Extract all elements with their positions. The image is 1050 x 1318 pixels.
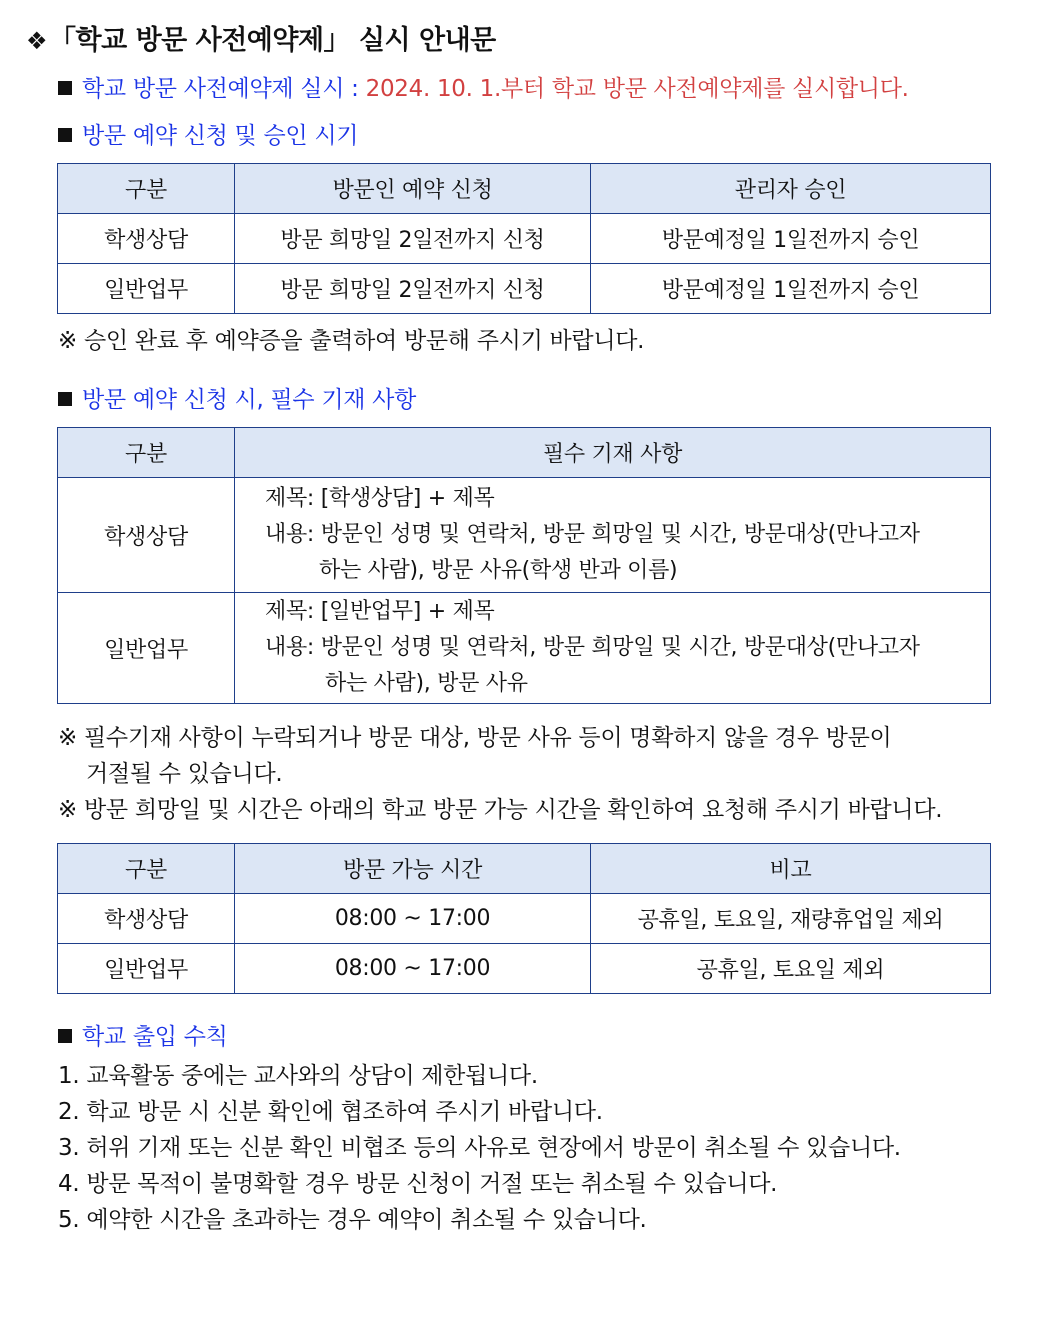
table-cell: 공휴일, 토요일 제외 xyxy=(591,944,991,994)
required-note-cont: 거절될 수 있습니다. xyxy=(86,761,283,787)
list-item: 3. 허위 기재 또는 신분 확인 비협조 등의 사유로 현장에서 방문이 취소될 수 있습니다. xyxy=(58,1135,901,1161)
table-cell: 08:00 ~ 17:00 xyxy=(235,894,591,944)
section-heading-approval xyxy=(58,117,358,150)
table-header-row xyxy=(58,844,991,894)
header-cell: 구분 xyxy=(58,164,235,214)
header-cell: 필수 기재 사항 xyxy=(235,428,991,478)
square-bullet-icon xyxy=(58,128,72,142)
required-note-line: ※ 필수기재 사항이 누락되거나 방문 대상, 방문 사유 등이 명확하지 않을 경우 방문이 xyxy=(58,725,892,751)
table-cell: 학생상담 xyxy=(58,894,235,944)
section-heading-text: 방문 예약 신청 시, 필수 기재 사항 xyxy=(82,387,417,413)
table-row xyxy=(58,593,991,704)
section-heading-text: 방문 예약 신청 및 승인 시기 xyxy=(82,123,359,149)
required-content-line: 내용: 방문인 성명 및 연락처, 방문 희망일 및 시간, 방문대상(만나고자 xyxy=(265,522,920,547)
approval-table xyxy=(57,163,991,314)
required-content-cont: 하는 사람), 방문 사유(학생 반과 이름) xyxy=(319,558,678,583)
header-cell: 관리자 승인 xyxy=(591,164,991,214)
square-bullet-icon xyxy=(58,81,72,95)
table-cell: 학생상담 xyxy=(58,214,235,264)
required-title-line: 제목: [일반업무] + 제목 xyxy=(265,599,495,624)
section-heading-text: 학교 출입 수칙 xyxy=(82,1024,228,1050)
required-title-line: 제목: [학생상담] + 제목 xyxy=(265,486,495,511)
required-note xyxy=(58,720,942,828)
diamond-bullet-icon: ❖ xyxy=(26,27,48,55)
required-items-cell xyxy=(235,593,991,704)
table-cell: 공휴일, 토요일, 재량휴업일 제외 xyxy=(591,894,991,944)
header-cell: 구분 xyxy=(58,428,235,478)
table-cell: 일반업무 xyxy=(58,593,235,704)
required-items-cell xyxy=(235,478,991,593)
header-cell: 비고 xyxy=(591,844,991,894)
required-items-table xyxy=(57,427,991,704)
page-title xyxy=(26,18,496,57)
table-header-row xyxy=(58,164,991,214)
intro-label: 학교 방문 사전예약제 실시 : xyxy=(82,76,359,102)
visit-hours-table xyxy=(57,843,991,994)
required-content-cont: 하는 사람), 방문 사유 xyxy=(325,671,528,696)
table-cell: 방문 희망일 2일전까지 신청 xyxy=(235,264,591,314)
table-cell: 일반업무 xyxy=(58,264,235,314)
list-item: 5. 예약한 시간을 초과하는 경우 예약이 취소될 수 있습니다. xyxy=(58,1207,647,1233)
square-bullet-icon xyxy=(58,1029,72,1043)
table-row xyxy=(58,478,991,593)
section-heading-required xyxy=(58,381,416,414)
table-row xyxy=(58,214,991,264)
table-cell: 08:00 ~ 17:00 xyxy=(235,944,591,994)
header-cell: 방문인 예약 신청 xyxy=(235,164,591,214)
header-cell: 구분 xyxy=(58,844,235,894)
table-cell: 일반업무 xyxy=(58,944,235,994)
section-heading-rules xyxy=(58,1018,228,1051)
table-row xyxy=(58,944,991,994)
entry-rules-list xyxy=(58,1058,901,1238)
header-cell: 방문 가능 시간 xyxy=(235,844,591,894)
list-item: 1. 교육활동 중에는 교사와의 상담이 제한됩니다. xyxy=(58,1063,538,1089)
list-item: 4. 방문 목적이 불명확할 경우 방문 신청이 거절 또는 취소될 수 있습니다. xyxy=(58,1171,778,1197)
page-title-text: 「학교 방문 사전예약제」 실시 안내문 xyxy=(49,25,496,56)
required-content-line: 내용: 방문인 성명 및 연락처, 방문 희망일 및 시간, 방문대상(만나고자 xyxy=(265,635,920,660)
intro-line xyxy=(58,70,909,103)
table-row xyxy=(58,264,991,314)
table-header-row xyxy=(58,428,991,478)
square-bullet-icon xyxy=(58,392,72,406)
approval-note: ※ 승인 완료 후 예약증을 출력하여 방문해 주시기 바랍니다. xyxy=(58,328,645,354)
table-cell: 방문예정일 1일전까지 승인 xyxy=(591,264,991,314)
table-row xyxy=(58,894,991,944)
table-cell: 방문예정일 1일전까지 승인 xyxy=(591,214,991,264)
list-item: 2. 학교 방문 시 신분 확인에 협조하여 주시기 바랍니다. xyxy=(58,1099,603,1125)
visit-time-note: ※ 방문 희망일 및 시간은 아래의 학교 방문 가능 시간을 확인하여 요청해 주시기 바랍니다. xyxy=(58,797,943,823)
table-cell: 학생상담 xyxy=(58,478,235,593)
intro-text: 2024. 10. 1.부터 학교 방문 사전예약제를 실시합니다. xyxy=(365,76,909,102)
table-cell: 방문 희망일 2일전까지 신청 xyxy=(235,214,591,264)
